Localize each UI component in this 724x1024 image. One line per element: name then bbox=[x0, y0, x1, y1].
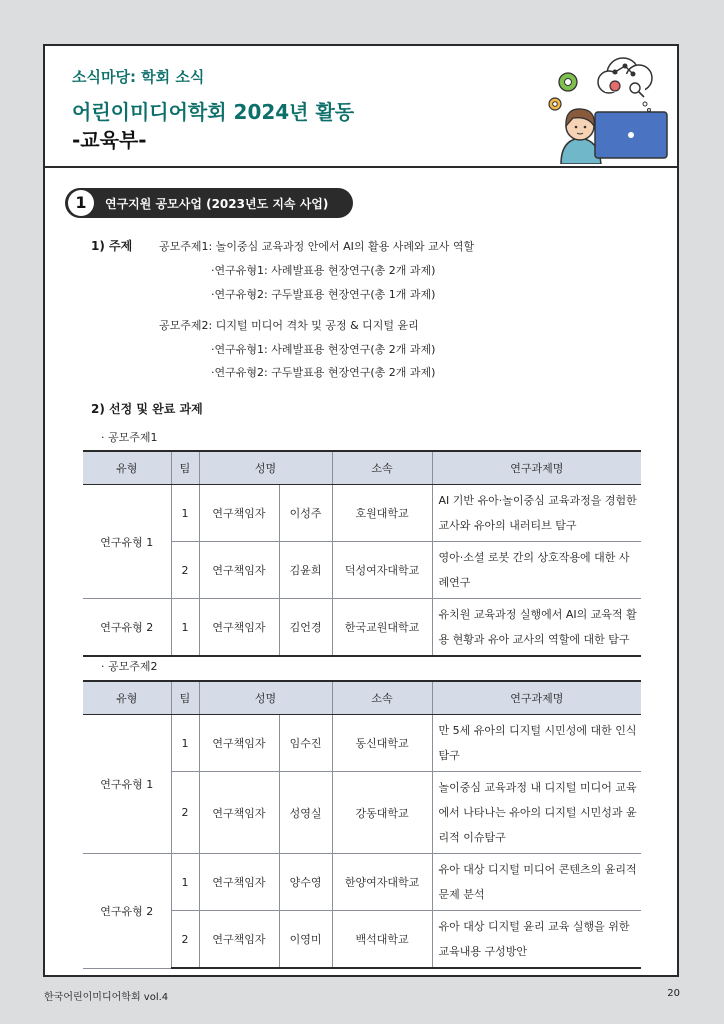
col-type: 유형 bbox=[83, 451, 171, 485]
topic1-text: 놀이중심 교육과정 안에서 AI의 활용 사례와 교사 역할 bbox=[215, 240, 475, 253]
section-title: 연구지원 공모사업 (2023년도 지속 사업) bbox=[105, 197, 329, 211]
team-cell: 2 bbox=[171, 911, 199, 969]
team-cell: 1 bbox=[171, 599, 199, 657]
name-cell: 이성주 bbox=[279, 485, 332, 542]
role-cell: 연구책임자 bbox=[199, 854, 279, 911]
name-cell: 이영미 bbox=[279, 911, 332, 969]
table-row bbox=[83, 599, 641, 657]
col-org: 소속 bbox=[332, 681, 432, 715]
org-cell: 한국교원대학교 bbox=[332, 599, 432, 657]
topic1-type2: ·연구유형2: 구두발표용 현장연구(총 1개 과제) bbox=[211, 288, 436, 301]
org-cell: 덕성여자대학교 bbox=[332, 542, 432, 599]
role-cell: 연구책임자 bbox=[199, 542, 279, 599]
org-cell: 한양여자대학교 bbox=[332, 854, 432, 911]
title-cell: 유아 대상 디지털 미디어 콘텐츠의 윤리적 문제 분석 bbox=[432, 854, 641, 911]
table-row bbox=[83, 715, 641, 772]
topic2-type1: ·연구유형1: 사례발표용 현장연구(총 2개 과제) bbox=[211, 343, 436, 356]
header-kicker: 소식마당: 학회 소식 bbox=[72, 68, 205, 86]
table-topic2 bbox=[83, 680, 641, 969]
page-number: 20 bbox=[667, 988, 680, 999]
selected-heading: 2) 선정 및 완료 과제 bbox=[91, 402, 203, 416]
topic2-line bbox=[159, 317, 419, 333]
footer-publication: 한국어린이미디어학회 vol.4 bbox=[44, 992, 169, 1003]
org-cell: 동신대학교 bbox=[332, 715, 432, 772]
type-cell: 연구유형 1 bbox=[83, 715, 171, 854]
org-cell: 호원대학교 bbox=[332, 485, 432, 542]
type-cell: 연구유형 2 bbox=[83, 854, 171, 969]
name-cell: 성영실 bbox=[279, 772, 332, 854]
page-subtitle: -교육부- bbox=[72, 128, 147, 152]
col-title: 연구과제명 bbox=[432, 681, 641, 715]
role-cell: 연구책임자 bbox=[199, 599, 279, 657]
type-cell: 연구유형 2 bbox=[83, 599, 171, 657]
team-cell: 1 bbox=[171, 485, 199, 542]
topics-heading: 1) 주제 bbox=[91, 239, 133, 253]
team-cell: 1 bbox=[171, 854, 199, 911]
role-cell: 연구책임자 bbox=[199, 715, 279, 772]
col-name: 성명 bbox=[199, 681, 332, 715]
topic2-label: 공모주제2: bbox=[159, 319, 213, 332]
org-cell: 백석대학교 bbox=[332, 911, 432, 969]
topic1-label: 공모주제1: bbox=[159, 240, 213, 253]
thought-cloud-icon bbox=[598, 58, 652, 112]
name-cell: 김언경 bbox=[279, 599, 332, 657]
name-cell: 김윤희 bbox=[279, 542, 332, 599]
table-header-row bbox=[83, 681, 641, 715]
researcher-laptop-illustration bbox=[525, 52, 675, 164]
title-cell: 유치원 교육과정 실행에서 AI의 교육적 활용 현황과 유아 교사의 역할에 대한 탐구 bbox=[432, 599, 641, 657]
page-title: 어린이미디어학회 2024년 활동 bbox=[72, 100, 355, 124]
team-cell: 2 bbox=[171, 542, 199, 599]
table-header-row bbox=[83, 451, 641, 485]
laptop-icon bbox=[595, 112, 667, 158]
role-cell: 연구책임자 bbox=[199, 911, 279, 969]
section-pill bbox=[65, 188, 353, 218]
type-cell: 연구유형 1 bbox=[83, 485, 171, 599]
col-type: 유형 bbox=[83, 681, 171, 715]
topic2-type2: ·연구유형2: 구두발표용 현장연구(총 2개 과제) bbox=[211, 366, 436, 379]
table-row bbox=[83, 854, 641, 911]
role-cell: 연구책임자 bbox=[199, 772, 279, 854]
topic1-type1: ·연구유형1: 사례발표용 현장연구(총 2개 과제) bbox=[211, 264, 436, 277]
col-team: 팀 bbox=[171, 681, 199, 715]
col-name: 성명 bbox=[199, 451, 332, 485]
title-cell: 유아 대상 디지털 윤리 교육 실행을 위한 교육내용 구성방안 bbox=[432, 911, 641, 969]
role-cell: 연구책임자 bbox=[199, 485, 279, 542]
gear-icon bbox=[549, 73, 577, 110]
table1-label: · 공모주제1 bbox=[101, 431, 158, 444]
page-header bbox=[45, 46, 677, 168]
table-topic1 bbox=[83, 450, 641, 657]
col-team: 팀 bbox=[171, 451, 199, 485]
title-cell: 만 5세 유아의 디지털 시민성에 대한 인식 탐구 bbox=[432, 715, 641, 772]
topic1-line bbox=[159, 238, 474, 254]
table2-label: · 공모주제2 bbox=[101, 660, 158, 673]
title-cell: 놀이중심 교육과정 내 디지털 미디어 교육에서 나타나는 유아의 디지털 시민성과 윤리적 이슈탐구 bbox=[432, 772, 641, 854]
name-cell: 임수진 bbox=[279, 715, 332, 772]
org-cell: 강동대학교 bbox=[332, 772, 432, 854]
title-cell: AI 기반 유아·놀이중심 교육과정을 경험한 교사와 유아의 내러티브 탐구 bbox=[432, 485, 641, 542]
col-org: 소속 bbox=[332, 451, 432, 485]
table-row bbox=[83, 485, 641, 542]
team-cell: 1 bbox=[171, 715, 199, 772]
page-frame bbox=[43, 44, 679, 977]
name-cell: 양수영 bbox=[279, 854, 332, 911]
col-title: 연구과제명 bbox=[432, 451, 641, 485]
topic2-text: 디지털 미디어 격차 및 공정 & 디지털 윤리 bbox=[215, 319, 419, 332]
section-number: 1 bbox=[68, 190, 94, 216]
title-cell: 영아·소셜 로봇 간의 상호작용에 대한 사례연구 bbox=[432, 542, 641, 599]
team-cell: 2 bbox=[171, 772, 199, 854]
